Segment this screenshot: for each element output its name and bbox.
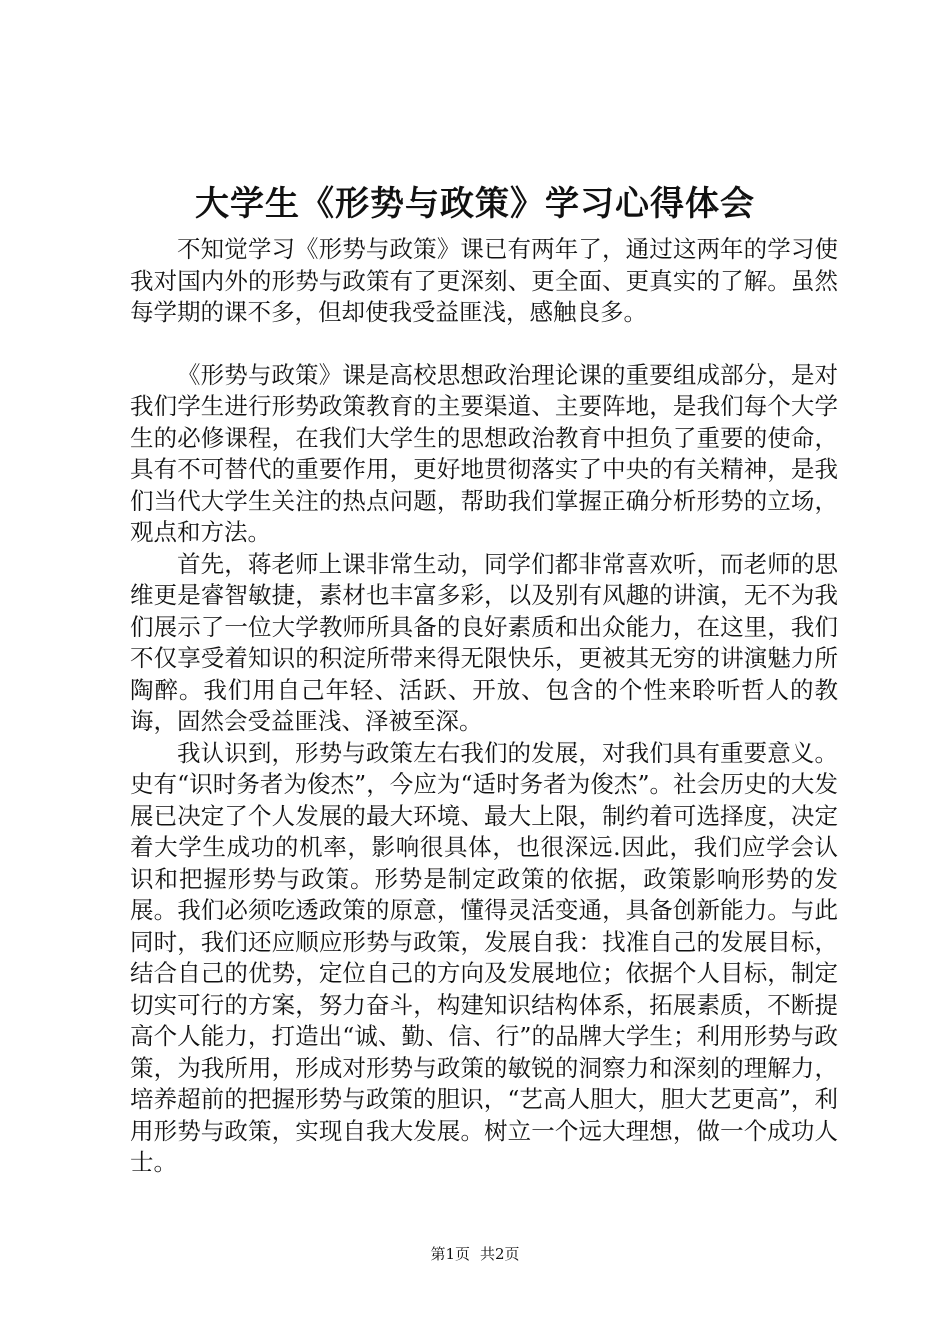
document-body bbox=[130, 234, 838, 1179]
paragraph-3: 首先，蒋老师上课非常生动，同学们都非常喜欢听，而老师的思维更是睿智敏捷，素材也丰富多彩，以及别有风趣的讲演，无不为我们展示了一位大学教师所具备的良好素质和出众能力，在这里，我们不仅享受着知识的积淀所带来得无限快乐，更被其无穷的讲演魅力所陶醉。我们用自己年轻、活跃、开放、包含的个性来聆听哲人的教诲，固然会受益匪浅、泽被至深。 bbox=[130, 549, 838, 735]
page-footer bbox=[0, 1244, 950, 1264]
paragraph-4: 我认识到，形势与政策左右我们的发展，对我们具有重要意义。史有“识时务者为俊杰”，今应为“适时务者为俊杰”。社会历史的大发展已决定了个人发展的最大环境、最大上限，制约着可选择度，决定着大学生成功的机率，影响很具体，也很深远.因此，我们应学会认识和把握形势与政策。形势是制定政策的依据，政策影响形势的发展。我们必须吃透政策的原意，懂得灵活变通，具备创新能力。与此同时，我们还应顺应形势与政策，发展自我：找准自己的发展目标，结合自己的优势，定位自己的方向及发展地位；依据个人目标，制定切实可行的方案，努力奋斗，构建知识结构体系，拓展素质，不断提高个人能力，打造出“诚、勤、信、行”的品牌大学生；利用形势与政策，为我所用，形成对形势与政策的敏锐的洞察力和深刻的理解力，培养超前的把握形势与政策的胆识，“艺高人胆大，胆大艺更高”，利用形势与政策，实现自我大发展。树立一个远大理想，做一个成功人士。 bbox=[130, 738, 838, 1176]
paragraph-1: 不知觉学习《形势与政策》课已有两年了，通过这两年的学习使我对国内外的形势与政策有了更深刻、更全面、更真实的了解。虽然每学期的课不多，但却使我受益匪浅，感触良多。 bbox=[130, 235, 838, 326]
page-number: 第1页 bbox=[430, 1245, 470, 1263]
document-title: 大学生《形势与政策》学习心得体会 bbox=[195, 184, 755, 224]
paragraph-2: 《形势与政策》课是高校思想政治理论课的重要组成部分，是对我们学生进行形势政策教育的主要渠道、主要阵地，是我们每个大学生的必修课程，在我们大学生的思想政治教育中担负了重要的使命，具有不可替代的重要作用，更好地贯彻落实了中央的有关精神，是我们当代大学生关注的热点问题，帮助我们掌握正确分析形势的立场，观点和方法。 bbox=[130, 360, 838, 546]
page-total: 共2页 bbox=[480, 1245, 520, 1263]
